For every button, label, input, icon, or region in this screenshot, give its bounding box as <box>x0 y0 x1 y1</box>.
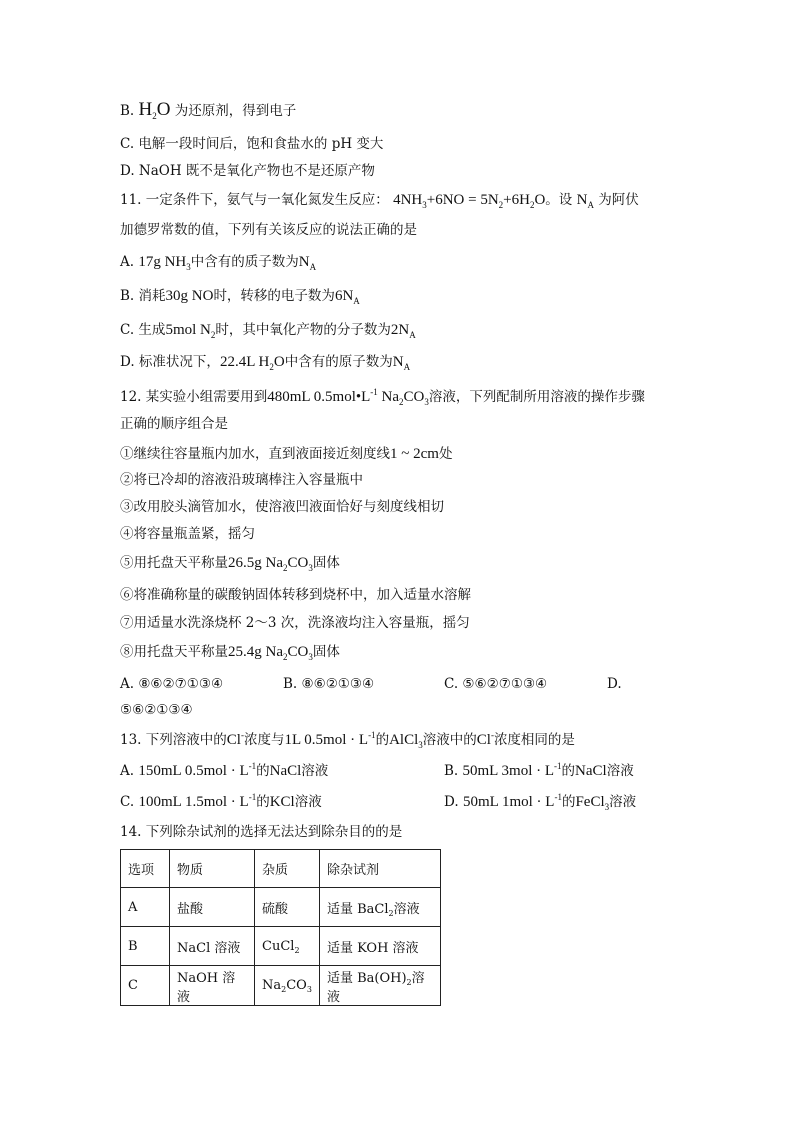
question-12-stem: 12. 某实验小组需要用到480mL $0.5mol•L^{-1}$ $Na_2CO_3$溶液，下列配制所用溶液的操作步骤 <box>120 387 645 407</box>
table-cell: B <box>121 927 170 966</box>
table-row <box>121 966 441 1006</box>
table-cell: 适量 $Ba(OH)_2$溶液 <box>319 966 440 1006</box>
table-header-cell: 选项 <box>121 850 170 888</box>
table-cell: $Na_2CO_3$ <box>255 966 320 1006</box>
table-cell: A <box>121 888 170 927</box>
step-2: ②将已冷却的溶液沿玻璃棒注入容量瓶中 <box>120 472 363 488</box>
option-12-c: C. ⑤⑥②⑦①③④ <box>444 676 548 692</box>
question-11-stem: 11. 一定条件下，氨气与一氧化氮发生反应： $4NH_3+6NO = 5N_2+6H_2O$。设 $N_A$ 为阿伏 <box>120 192 639 210</box>
step-8: ⑧用托盘天平称量25.4g $Na_2CO_3$固体 <box>120 644 340 662</box>
impurity-table <box>120 849 441 1006</box>
table-header-cell: 物质 <box>170 850 255 888</box>
reaction-equation: $4NH_3+6NO = 5N_2+6H_2O$ <box>393 192 546 210</box>
table-cell: NaOH 溶液 <box>170 966 255 1006</box>
option-13-a: A. 150mL $0.5mol \cdot L^{-1}$的NaCl溶液 <box>120 761 329 779</box>
step-4: ④将容量瓶盖紧，摇匀 <box>120 526 255 542</box>
option-12-d: D. <box>607 676 622 692</box>
table-header-cell: 杂质 <box>255 850 320 888</box>
formula-h2o: $H_2O$ <box>138 99 171 121</box>
question-14-stem: 14. 下列除杂试剂的选择无法达到除杂目的的是 <box>120 824 403 840</box>
question-11-line2: 加德罗常数的值，下列有关该反应的说法正确的是 <box>120 222 417 238</box>
question-12-line2: 正确的顺序组合是 <box>120 416 228 432</box>
option-12-d-value: ⑤⑥②①③④ <box>120 702 193 718</box>
option-13-b: B. 50mL $3mol \cdot L^{-1}$的NaCl溶液 <box>444 761 634 779</box>
step-5: ⑤用托盘天平称量26.5g $Na_2CO_3$固体 <box>120 555 340 573</box>
option-11-b: B. 消耗30g NO时，转移的电子数为$6N_A$ <box>120 288 360 306</box>
option-11-d: D. 标准状况下，22.4L $H_2O$中含有的原子数为$N_A$ <box>120 354 411 372</box>
option-10-b: B. $H_2O$ 为还原剂，得到电子 <box>120 99 297 121</box>
table-row <box>121 927 441 966</box>
table-header-row <box>121 850 441 888</box>
option-11-a: A. 17g $NH_3$中含有的质子数为$N_A$ <box>120 254 317 272</box>
option-12-a: A. ⑧⑥②⑦①③④ <box>120 676 224 692</box>
step-3: ③改用胶头滴管加水，使溶液凹液面恰好与刻度线相切 <box>120 499 444 515</box>
option-12-b: B. ⑧⑥②①③④ <box>283 676 375 692</box>
option-13-d: D. 50mL $1mol \cdot L^{-1}$的FeCl$_3$溶液 <box>444 792 637 812</box>
table-cell: 盐酸 <box>170 888 255 927</box>
option-13-c: C. 100mL $1.5mol \cdot L^{-1}$的KCl溶液 <box>120 792 322 810</box>
option-11-c: C. 生成5mol $N_2$时，其中氧化产物的分子数为$2N_A$ <box>120 322 416 340</box>
question-13-stem: 13. 下列溶液中的Cl-浓度与1L $0.5mol \cdot L^{-1}$的AlCl$_3$溶液中的Cl-浓度相同的是 <box>120 730 575 750</box>
option-10-c: C. 电解一段时间后，饱和食盐水的 pH 变大 <box>120 136 384 152</box>
table-cell: C <box>121 966 170 1006</box>
step-1: ①继续往容量瓶内加水，直到液面接近刻度线1 ~ 2cm处 <box>120 446 453 462</box>
table-header-cell: 除杂试剂 <box>319 850 440 888</box>
table-cell: CuCl$_2$ <box>255 927 320 966</box>
option-10-d: D. NaOH 既不是氧化产物也不是还原产物 <box>120 163 375 179</box>
table-row <box>121 888 441 927</box>
table-cell: 适量 BaCl$_2$溶液 <box>319 888 440 927</box>
step-6: ⑥将准确称量的碳酸钠固体转移到烧杯中，加入适量水溶解 <box>120 587 471 603</box>
table-cell: NaCl 溶液 <box>170 927 255 966</box>
step-7: ⑦用适量水洗涤烧杯 2～3 次，洗涤液均注入容量瓶，摇匀 <box>120 615 470 631</box>
table-cell: 硫酸 <box>255 888 320 927</box>
table-cell: 适量 KOH 溶液 <box>319 927 440 966</box>
